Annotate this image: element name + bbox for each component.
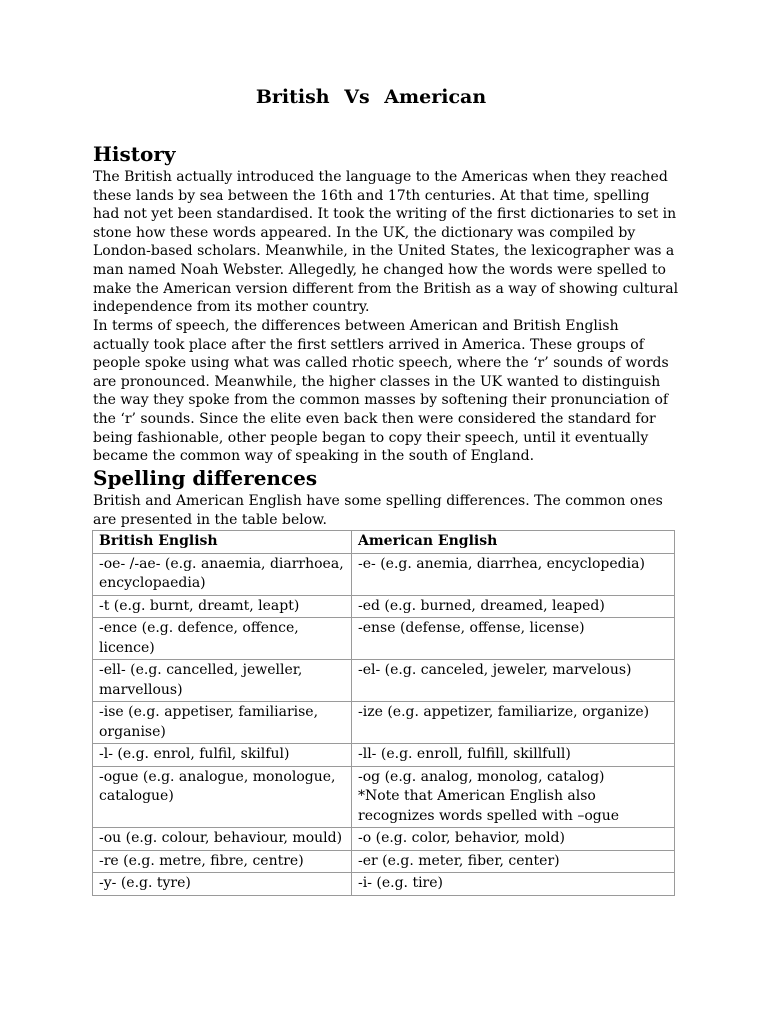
table-row [93, 702, 675, 744]
american-cell [352, 766, 675, 828]
british-column-header: British English [93, 531, 352, 554]
history-paragraph-1: The British actually introduced the language to the Americas when they reached these lands by sea between the 16th and 17th centuries. At that time, spelling had not yet been standardised. It took the writing of the first dictionaries to set in stone how these words appeared. In the UK, the dictionary was compiled by London-based scholars. Meanwhile, in the United States, the lexicographer was a man named Noah Webster. Allegedly, he changed how the words were spelled to make the American version different from the British as a way of showing cultural independence from its mother country. [93, 169, 679, 316]
table-row [93, 828, 675, 851]
american-cell: -er (e.g. meter, fiber, center) [352, 850, 675, 873]
document-title: British Vs American [255, 86, 487, 108]
table-row [93, 744, 675, 767]
table-row [93, 553, 675, 595]
spelling-heading: Spelling differences [93, 466, 318, 490]
table-row [93, 850, 675, 873]
british-cell: -ence (e.g. defence, offence, licence) [93, 618, 352, 660]
american-cell: -ense (defense, offense, license) [352, 618, 675, 660]
british-cell: -y- (e.g. tyre) [93, 873, 352, 896]
british-cell: -ise (e.g. appetiser, familiarise, organise) [93, 702, 352, 744]
british-cell: -re (e.g. metre, fibre, centre) [93, 850, 352, 873]
american-cell: -ize (e.g. appetizer, familiarize, organize) [352, 702, 675, 744]
table-row [93, 595, 675, 618]
american-cell: -ll- (e.g. enroll, fulfill, skillfull) [352, 744, 675, 767]
history-paragraph-2: In terms of speech, the differences between American and British English actually took place after the first settlers arrived in America. These groups of people spoke using what was called rhotic speech, where the ‘r’ sounds of words are pronounced. Meanwhile, the higher classes in the UK wanted to distinguish the way they spoke from the common masses by softening their pronunciation of the ‘r’ sounds. Since the elite even back then were considered the standard for being fashionable, other people began to copy their speech, until it eventually became the common way of speaking in the south of England. [93, 318, 669, 465]
british-cell: -l- (e.g. enrol, fulfil, skilful) [93, 744, 352, 767]
british-cell: -ou (e.g. colour, behaviour, mould) [93, 828, 352, 851]
american-cell-text: -og (e.g. analog, monolog, catalog) [358, 768, 605, 785]
british-cell: -t (e.g. burnt, dreamt, leapt) [93, 595, 352, 618]
american-cell: -el- (e.g. canceled, jeweler, marvelous) [352, 660, 675, 702]
spelling-intro: British and American English have some spelling differences. The common ones are presented in the table below. [93, 493, 663, 528]
table-header-row [93, 531, 675, 554]
american-column-header: American English [352, 531, 675, 554]
history-heading: History [93, 142, 176, 166]
american-cell: -ed (e.g. burned, dreamed, leaped) [352, 595, 675, 618]
american-cell: -i- (e.g. tire) [352, 873, 675, 896]
british-cell: -ell- (e.g. cancelled, jeweller, marvellous) [93, 660, 352, 702]
british-cell: -oe- /-ae- (e.g. anaemia, diarrhoea, encyclopaedia) [93, 553, 352, 595]
table-row [93, 766, 675, 828]
american-cell: -e- (e.g. anemia, diarrhea, encyclopedia) [352, 553, 675, 595]
ogue-note: *Note that American English also recognizes words spelled with –ogue [358, 788, 620, 824]
table-row [93, 618, 675, 660]
american-cell: -o (e.g. color, behavior, mold) [352, 828, 675, 851]
british-cell: -ogue (e.g. analogue, monologue, catalogue) [93, 766, 352, 828]
table-row [93, 873, 675, 896]
spelling-table [92, 530, 675, 896]
table-row [93, 660, 675, 702]
